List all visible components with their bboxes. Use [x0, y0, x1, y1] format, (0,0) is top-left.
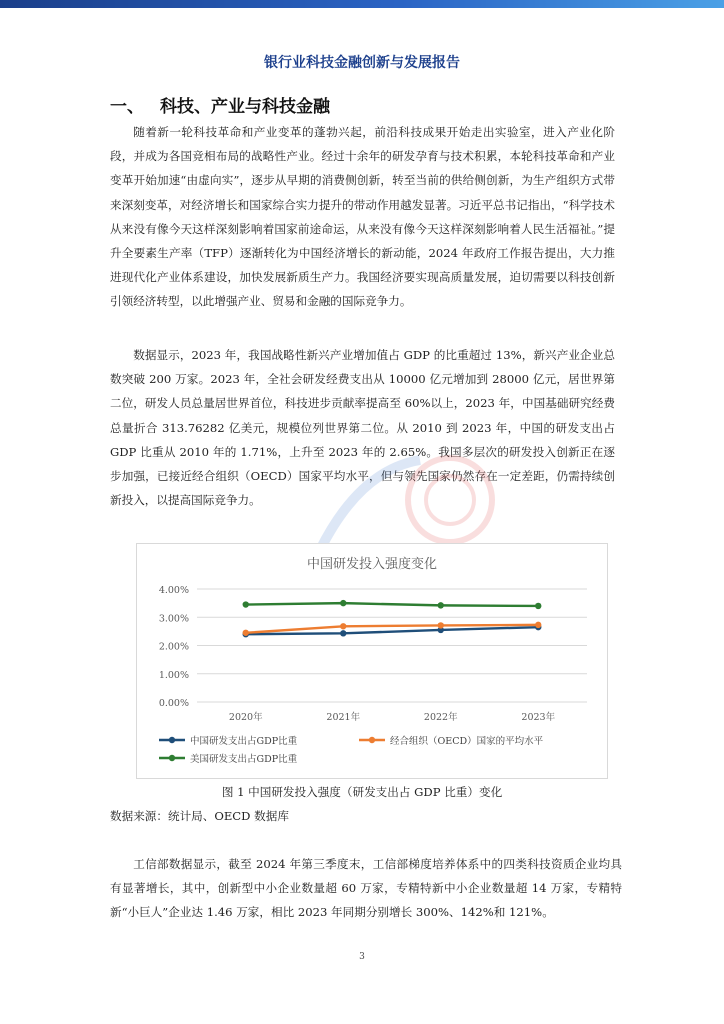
chart-title: 中国研发投入强度变化 — [306, 557, 438, 572]
legend-label: 经合组织（OECD）国家的平均水平 — [390, 736, 544, 747]
legend-marker — [169, 755, 175, 761]
section-heading — [110, 92, 330, 117]
data-point — [243, 630, 249, 636]
y-tick-label: 0.00% — [158, 698, 189, 709]
source-note: 数据来源：统计局、OECD 数据库 — [110, 809, 289, 823]
y-tick-label: 3.00% — [158, 613, 189, 625]
legend-label: 中国研发支出占GDP比重 — [190, 736, 298, 747]
y-tick-label: 1.00% — [158, 669, 189, 681]
data-point — [243, 601, 249, 607]
data-point — [535, 622, 541, 628]
data-point — [340, 600, 346, 606]
x-tick-label: 2020年 — [228, 712, 263, 723]
header-accent-bar — [0, 0, 724, 8]
data-point — [340, 630, 346, 636]
data-point — [438, 602, 444, 608]
figure-caption: 图 1 中国研发投入强度（研发支出占 GDP 比重）变化 — [221, 785, 503, 799]
series-line-3 — [246, 603, 539, 606]
legend-item-3 — [159, 753, 298, 765]
x-tick-label: 2022年 — [423, 712, 458, 723]
legend-marker — [369, 737, 375, 743]
legend-item-2 — [359, 735, 544, 747]
legend-item-1 — [159, 735, 298, 747]
legend-marker — [169, 737, 175, 743]
paragraph-3: 工信部数据显示，截至 2024 年第三季度末，工信部梯度培养体系中的四类科技资质企业均具有显著增长，其中，创新型中小企业数量超 60 万家，专精特新中小企业数量超 14 万家，专精特新“小巨人”企业达 1.46 万家，相比 2023 年同期分别增长 300%、142%和 121%。 — [110, 857, 622, 920]
data-point — [438, 622, 444, 628]
rd-intensity-chart — [136, 543, 608, 779]
y-tick-label: 4.00% — [158, 585, 189, 596]
section-title: 科技、产业与科技金融 — [160, 97, 330, 117]
section-number: 一、 — [110, 97, 144, 117]
page-number: 3 — [359, 952, 365, 962]
paragraph-2: 数据显示，2023 年，我国战略性新兴产业增加值占 GDP 的比重超过 13%，新兴产业企业总数突破 200 万家。2023 年，全社会研发经费支出从 10000 亿元增加到 28000 亿元，居世界第二位，研发人员总量居世界首位，科技进步贡献率提高至 60%以上，2023 年，中国基础研究经费总量折合 313.76282 亿美元，规模位列世界第二位。从 2010 到 2023 年，中国的研发支出占 GDP 比重从 2010 年的 1.71%，上升至 2023 年的 2.65%。我国多层次的研发投入创新正在逐步加强，已接近经合组织（OECD）国家平均水平，但与领先国家仍然存在一定差距，仍需持续创新投入，以提高国际竞争力。 — [110, 348, 615, 508]
data-point — [535, 603, 541, 609]
x-tick-label: 2021年 — [326, 712, 361, 723]
x-tick-label: 2023年 — [521, 712, 556, 723]
y-tick-label: 2.00% — [158, 641, 189, 653]
chart-canvas — [137, 544, 607, 778]
paragraph-1: 随着新一轮科技革命和产业变革的蓬勃兴起，前沿科技成果开始走出实验室，进入产业化阶段，并成为各国竞相布局的战略性产业。经过十余年的研发孕育与技术积累，本轮科技革命和产业变革开始加速“由虚向实”，逐步从早期的消费侧创新，转至当前的供给侧创新，为生产组织方式带来深刻变革，对经济增长和国家综合实力提升的带动作用越发显著。习近平总书记指出，“科学技术从来没有像今天这样深刻影响着国家前途命运，从来没有像今天这样深刻影响着人民生活福祉。”提升全要素生产率（TFP）逐渐转化为中国经济增长的新动能，2024 年政府工作报告提出，大力推进现代化产业体系建设，加快发展新质生产力。我国经济要实现高质量发展，迫切需要以科技创新引领经济转型，以此增强产业、贸易和金融的国际竞争力。 — [110, 125, 615, 309]
report-title: 银行业科技金融创新与发展报告 — [264, 55, 460, 71]
legend-label: 美国研发支出占GDP比重 — [190, 754, 298, 765]
data-point — [340, 623, 346, 629]
